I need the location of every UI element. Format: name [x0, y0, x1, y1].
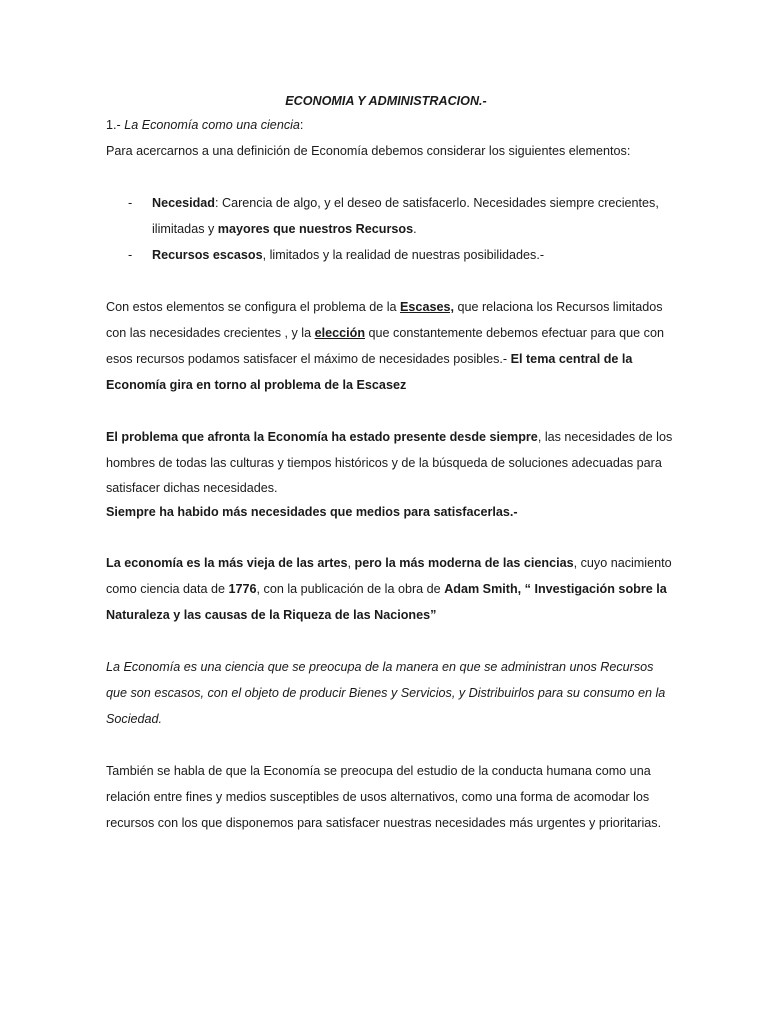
text-run: , cuyo nacimiento	[573, 556, 672, 570]
paragraph-line	[106, 320, 666, 346]
text-run: que relaciona los Recursos limitados	[453, 300, 663, 314]
spacer	[106, 398, 666, 424]
spacer	[106, 732, 666, 758]
paragraph-line	[106, 576, 666, 602]
section-heading-text: La Economía como una ciencia	[124, 118, 300, 132]
spacer	[106, 268, 666, 294]
definition-line: que son escasos, con el objeto de producir Bienes y Servicios, y Distribuirlos para su consumo en la	[106, 686, 666, 700]
text-run: ,	[347, 556, 355, 570]
bold-run: La economía es la más vieja de las artes	[106, 556, 348, 570]
definition-line: Sociedad.	[106, 712, 163, 726]
bullet-term: Necesidad	[152, 196, 215, 210]
year-1776: 1776	[228, 582, 257, 596]
section-number: 1.-	[106, 118, 125, 132]
paragraph-line: También se habla de que la Economía se preocupa del estudio de la conducta humana como una	[106, 764, 651, 778]
paragraph-line: hombres de todas las culturas y tiempos históricos y de la búsqueda de soluciones adecuadas para	[106, 456, 662, 470]
text-run: como ciencia data de	[106, 582, 229, 596]
bold-run: El tema central de la	[510, 352, 633, 366]
spacer	[106, 524, 666, 550]
text-run: esos recursos podamos satisfacer el máximo de necesidades posibles.-	[106, 352, 511, 366]
bullet-necesidad	[106, 190, 666, 216]
spacer	[106, 164, 666, 190]
bullet-text: , limitados y la realidad de nuestras posibilidades.-	[262, 248, 545, 262]
definition-line: La Economía es una ciencia que se preocupa de la manera en que se administran unos Recursos	[106, 660, 654, 674]
paragraph-line: satisfacer dichas necesidades.	[106, 481, 278, 495]
paragraph-line: relación entre fines y medios susceptibles de usos alternativos, como una forma de acomodar los	[106, 790, 650, 804]
paragraph-line	[106, 346, 666, 372]
text-run: con las necesidades crecientes , y la	[106, 326, 315, 340]
paragraph-line	[106, 294, 666, 320]
bullet-dash: -	[128, 196, 133, 210]
paragraph-line	[106, 602, 666, 628]
spacer	[106, 628, 666, 654]
document-title: ECONOMIA Y ADMINISTRACION.-	[285, 94, 487, 108]
bullet-text: ilimitadas y	[152, 222, 218, 236]
paragraph-line	[106, 500, 666, 524]
bullet-bold-text: mayores que nuestros Recursos	[217, 222, 414, 236]
paragraph-line: recursos con los que disponemos para satisfacer nuestras necesidades más urgentes y prioritarias.	[106, 816, 662, 830]
bullet-text: .	[413, 222, 417, 236]
text-run: , con la publicación de la obra de	[256, 582, 445, 596]
text-run: que constantemente debemos efectuar para que con	[365, 326, 664, 340]
document-page	[106, 90, 673, 836]
bold-run: Adam Smith, “ Investigación sobre la	[444, 582, 667, 596]
bullet-text: : Carencia de algo, y el deseo de satisfacerlo. Necesidades siempre crecientes,	[215, 196, 659, 210]
bold-run: Siempre ha habido más necesidades que medios para satisfacerlas.-	[106, 505, 518, 519]
bold-run: pero la más moderna de las ciencias	[354, 556, 574, 570]
underlined-term-eleccion: elección	[314, 326, 366, 340]
paragraph-line	[106, 424, 673, 450]
paragraph-line	[106, 550, 672, 576]
bullet-necesidad-cont	[106, 216, 666, 242]
bullet-dash: -	[128, 248, 133, 262]
intro-line: Para acercarnos a una definición de Economía debemos considerar los siguientes elementos:	[106, 144, 631, 158]
text-run: , las necesidades de los	[537, 430, 673, 444]
bullet-recursos	[106, 242, 666, 268]
section-heading	[106, 112, 666, 138]
bold-run: El problema que afronta la Economía ha estado presente desde siempre	[106, 430, 538, 444]
bold-run: Naturaleza y las causas de la Riqueza de las Naciones”	[106, 608, 437, 622]
text-run: Con estos elementos se configura el problema de la	[106, 300, 401, 314]
underlined-term-escases: Escases,	[400, 300, 454, 314]
section-colon: :	[299, 118, 304, 132]
bullet-term: Recursos escasos	[152, 248, 263, 262]
bold-run: Economía gira en torno al problema de la Escasez	[106, 378, 407, 392]
paragraph-line	[106, 372, 666, 398]
